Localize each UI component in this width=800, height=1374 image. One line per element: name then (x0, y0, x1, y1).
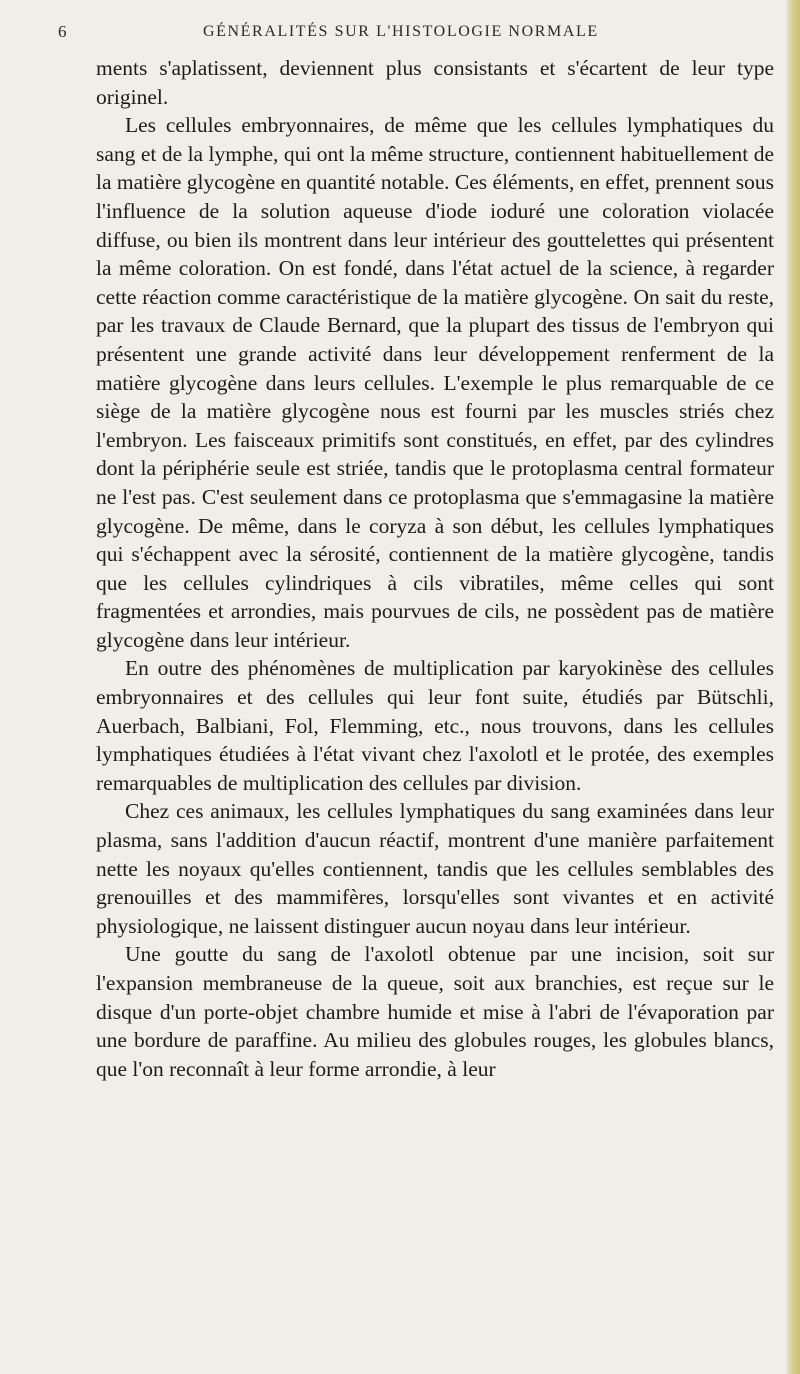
body-text (96, 54, 774, 1083)
paragraph-continuation: ments s'aplatissent, deviennent plus consistants et s'écartent de leur type originel. (96, 56, 774, 109)
paragraph-glycogen: Les cellules embryonnaires, de même que les cellules lymphatiques du sang et de la lymphe, qui ont la même structure, contiennent habituellement de la matière glycogène en quantité notable. Ces éléments, en effet, prennent sous l'influence de la solution aqueuse d'iode ioduré une coloration violacée diffuse, ou bien ils montrent dans leur intérieur des gouttelettes qui présentent la même coloration. On est fondé, dans l'état actuel de la science, à regarder cette réaction comme caractéristique de la matière glycogène. On sait du reste, par les travaux de Claude Bernard, que la plupart des tissus de l'embryon qui présentent une grande activité dans leur développement renferment de la matière glycogène dans leurs cellules. L'exemple le plus remarquable de ce siège de la matière glycogène nous est fourni par les muscles striés chez l'embryon. Les faisceaux primitifs sont constitués, en effet, par des cylindres dont la périphérie seule est striée, tandis que le protoplasma central formateur ne l'est pas. C'est seulement dans ce protoplasma que s'emmagasine la matière glycogène. De même, dans le coryza à son début, les cellules lymphatiques qui s'échappent avec la sérosité, contiennent de la matière glycogène, tandis que les cellules cylindriques à cils vibratiles, même celles qui sont fragmentées et arrondies, mais pourvues de cils, ne possèdent pas de matière glycogène dans leur intérieur. (96, 113, 774, 652)
paragraph-lymphatic-cells: Chez ces animaux, les cellules lymphatiques du sang examinées dans leur plasma, sans l'addition d'aucun réactif, montrent d'une manière parfaitement nette les noyaux qu'elles contiennent, tandis que les cellules semblables des grenouilles et des mammifères, lorsqu'elles sont vivantes et en activité physiologique, ne laissent distinguer aucun noyau dans leur intérieur. (96, 799, 774, 938)
paragraph-axolotl-blood: Une goutte du sang de l'axolotl obtenue par une incision, soit sur l'expansion membraneuse de la queue, soit aux branchies, est reçue sur le disque d'un porte-objet chambre humide et mise à l'abri de l'évaporation par une bordure de paraffine. Au milieu des globules rouges, les globules blancs, que l'on reconnaît à leur forme arrondie, à leur (96, 942, 774, 1081)
page-header (58, 22, 773, 46)
paragraph-karyokinesis: En outre des phénomènes de multiplication par karyokinèse des cellules embryonnaires et des cellules qui leur font suite, étudiés par Bütschli, Auerbach, Balbiani, Fol, Flemming, etc., nous trouvons, dans les cellules lymphatiques étudiées à l'état vivant chez l'axolotl et le protée, des exemples remarquables de multiplication des cellules par division. (96, 656, 774, 795)
page-number: 6 (58, 22, 67, 41)
running-head: GÉNÉRALITÉS SUR L'HISTOLOGIE NORMALE (203, 23, 599, 40)
page-edge (786, 0, 800, 1374)
